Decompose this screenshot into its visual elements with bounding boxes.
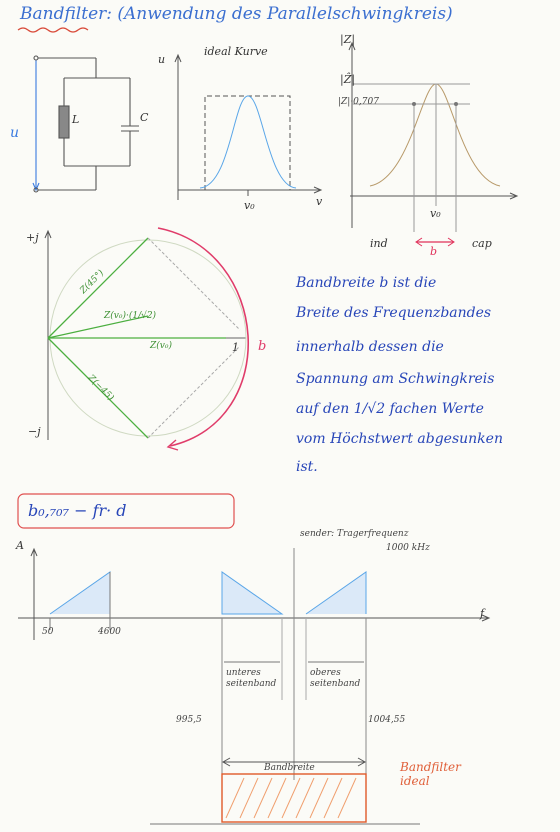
spectrum-tick-50: 50 xyxy=(42,627,54,637)
spectrum-xlabel: f xyxy=(480,607,485,620)
phasor-b-label: b xyxy=(258,339,267,354)
circuit-c-label: C xyxy=(140,111,149,124)
note-line: Bandbreite b ist die xyxy=(296,275,437,291)
phasor-z0-label: Z(v₀) xyxy=(150,341,172,351)
circuit-diagram xyxy=(33,56,139,192)
spectrum-tick-4600: 4600 xyxy=(98,627,121,637)
ideal-curve-plot xyxy=(175,55,321,200)
carrier-value: 1000 kHz xyxy=(386,543,430,553)
z-x-center: v₀ xyxy=(430,207,441,220)
right-freq-label: 1004,55 xyxy=(368,715,406,725)
phasor-z45-label: Z(45°) xyxy=(78,268,107,297)
left-freq-label: 995,5 xyxy=(176,715,202,725)
z-bandwidth: b xyxy=(430,245,438,258)
phasor-neg-label: −j xyxy=(28,425,41,438)
ideal-curve-label: ideal Kurve xyxy=(204,45,268,58)
z-max-label: |Ẑ| xyxy=(340,73,356,86)
z-cap: cap xyxy=(472,237,492,250)
note-line: Breite des Frequenzbandes xyxy=(296,305,492,321)
note-line: Spannung am Schwingkreis xyxy=(296,371,495,387)
lower-sideband-label: unteres seitenband xyxy=(226,668,277,689)
ideal-ylabel: u xyxy=(158,53,166,66)
phasor-pos-label: +j xyxy=(26,231,39,244)
carrier-label: sender: Tragerfrequenz xyxy=(300,529,409,539)
spectrum-ylabel: A xyxy=(16,539,24,552)
page-title: Bandfilter: (Anwendung des Parallelschwingkreis) xyxy=(20,4,453,24)
phasor-zm45-label: Z(−45) xyxy=(85,373,116,404)
ideal-xlabel: v xyxy=(316,195,323,208)
note-line: ist. xyxy=(296,459,318,475)
bandwidth-label: Bandbreite xyxy=(264,763,315,773)
phasor-zr-label: Z(v₀)·(1/√2) xyxy=(104,311,157,321)
z-ind: ind xyxy=(370,237,388,250)
phasor-diagram xyxy=(45,228,248,450)
title-underline xyxy=(18,28,88,32)
upper-sideband-label: oberes seitenband xyxy=(310,668,361,689)
ideal-x-tick: v₀ xyxy=(244,199,255,212)
formula-text: b₀,₇₀₇ − fr· d xyxy=(28,501,127,520)
filter-ideal-label: Bandfilter ideal xyxy=(400,760,461,789)
note-line: auf den 1/√2 fachen Werte xyxy=(296,401,484,417)
note-line: innerhalb dessen die xyxy=(296,339,444,355)
phasor-one-label: 1 xyxy=(232,341,239,354)
z-ylabel: |Z| xyxy=(340,33,356,46)
circuit-l-label: L xyxy=(72,113,80,126)
circuit-u-label: u xyxy=(10,125,20,141)
note-line: vom Höchstwert abgesunken xyxy=(296,431,503,447)
z-level-label: |Z|·0,707 xyxy=(338,97,379,107)
